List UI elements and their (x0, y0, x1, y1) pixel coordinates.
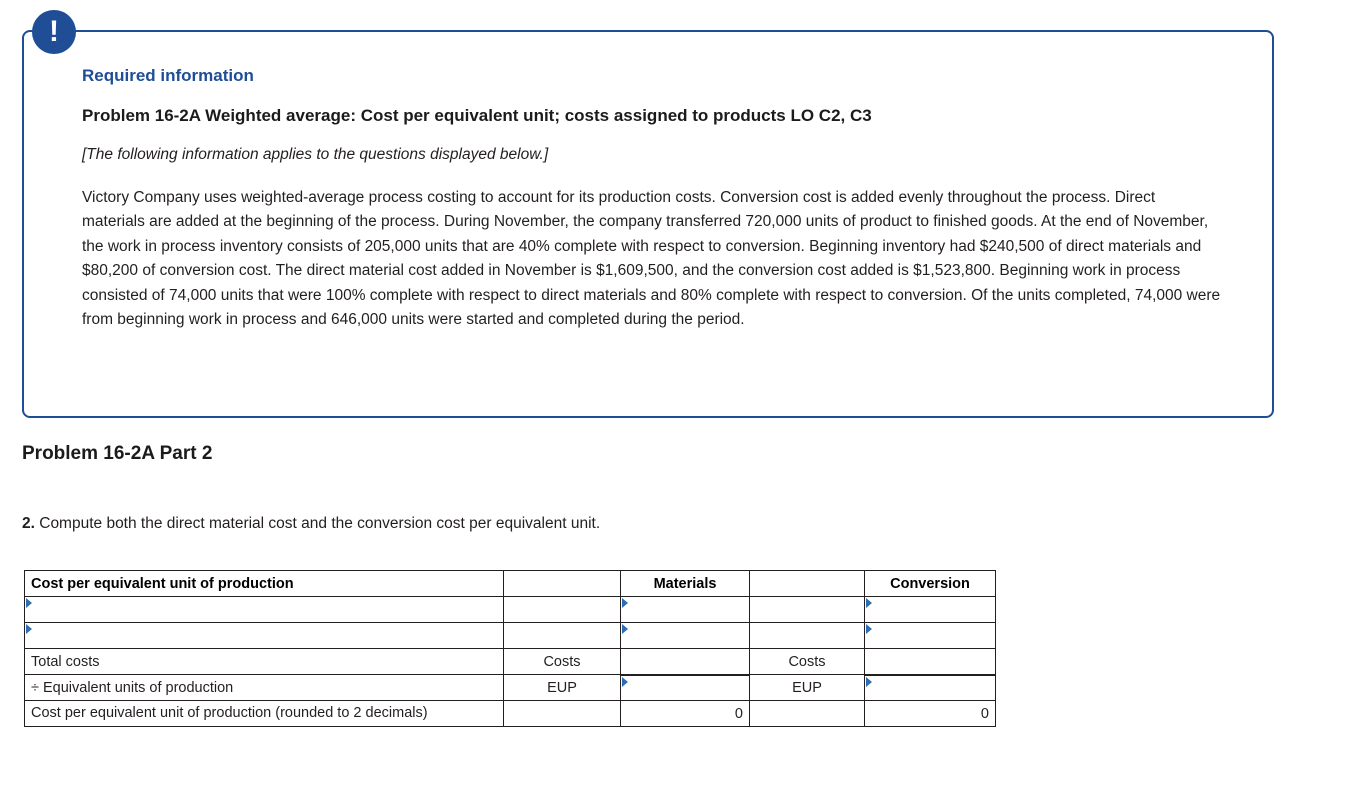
problem-title: Problem 16-2A Weighted average: Cost per equivalent unit; costs assigned to products LO C2, C3 (82, 106, 872, 125)
row-0-label-input[interactable] (25, 597, 504, 623)
part-heading: Problem 16-2A Part 2 (22, 443, 213, 464)
table-header-blank-1 (504, 571, 621, 597)
exclamation-icon: ! (32, 10, 76, 54)
row-1-materials-input[interactable] (621, 623, 750, 649)
row-2-materials-value (621, 649, 750, 675)
problem-body-text: Victory Company uses weighted-average process costing to account for its production costs. Conversion cost is added evenly throughout the process. Direct materials are added at the beginning of the process. During November, the company transferred 720,000 units of product to finished goods. At the end of November, the work in process inventory consists of 205,000 units that are 40% complete with respect to conversion. Beginning inventory had $240,500 of direct materials and $80,200 of conversion cost. The direct material cost added in November is $1,609,500, and the conversion cost added is $1,523,800. Beginning work in process consisted of 74,000 units that were 100% complete with respect to direct materials and 80% complete with respect to conversion. Of the units completed, 74,000 were from beginning work in process and 646,000 units were started and completed during the period. (82, 189, 1221, 329)
required-information-callout (22, 15, 1274, 418)
cost-per-equivalent-unit-table-wrap (24, 570, 996, 727)
row-4-materials-result[interactable]: 0 (621, 701, 750, 727)
row-3-eup-label-conversion: EUP (750, 675, 865, 701)
row-2-conversion-value (865, 649, 996, 675)
table-row (25, 701, 996, 727)
question-number: 2. (22, 515, 35, 532)
row-3-materials-input[interactable] (621, 675, 750, 701)
row-1-mid2 (750, 623, 865, 649)
row-3-conversion-input[interactable] (865, 675, 996, 701)
table-row (25, 597, 996, 623)
row-4-mid2 (750, 701, 865, 727)
table-header-blank-2 (750, 571, 865, 597)
row-4-label: Cost per equivalent unit of production (rounded to 2 decimals) (25, 701, 504, 727)
table-row (25, 649, 996, 675)
row-1-label-input[interactable] (25, 623, 504, 649)
table-header-materials: Materials (621, 571, 750, 597)
applies-note: [The following information applies to the questions displayed below.] (82, 146, 549, 163)
table-header-label: Cost per equivalent unit of production (25, 571, 504, 597)
row-1-mid1 (504, 623, 621, 649)
row-0-mid2 (750, 597, 865, 623)
row-3-label: ÷ Equivalent units of production (25, 675, 504, 701)
row-0-materials-input[interactable] (621, 597, 750, 623)
row-4-conversion-result[interactable]: 0 (865, 701, 996, 727)
callout-content (24, 32, 1272, 363)
table-header-row (25, 571, 996, 597)
question-line (22, 515, 600, 533)
cost-per-equivalent-unit-table (24, 570, 996, 727)
row-2-label: Total costs (25, 649, 504, 675)
required-information-label: Required information (82, 66, 254, 85)
row-1-conversion-input[interactable] (865, 623, 996, 649)
row-2-costs-label-conversion: Costs (750, 649, 865, 675)
question-text: Compute both the direct material cost and the conversion cost per equivalent unit. (34, 515, 601, 532)
row-4-mid1 (504, 701, 621, 727)
row-2-costs-label-materials: Costs (504, 649, 621, 675)
row-0-conversion-input[interactable] (865, 597, 996, 623)
table-row (25, 623, 996, 649)
table-header-conversion: Conversion (865, 571, 996, 597)
row-3-eup-label-materials: EUP (504, 675, 621, 701)
table-row (25, 675, 996, 701)
row-0-mid1 (504, 597, 621, 623)
